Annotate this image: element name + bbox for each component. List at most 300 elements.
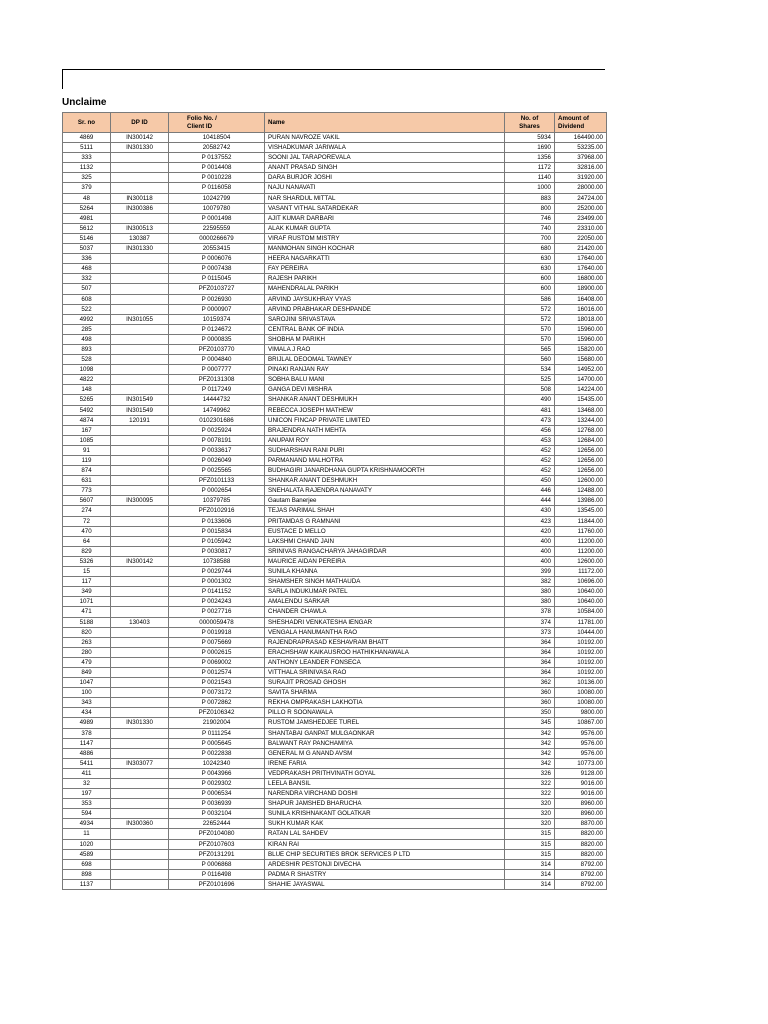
folio-client-id-cell: P 0073172 xyxy=(169,688,265,698)
table-row xyxy=(63,869,607,879)
sr-no-cell: 1085 xyxy=(63,435,111,445)
dp-id-cell xyxy=(111,355,169,365)
sr-no-cell: 1147 xyxy=(63,738,111,748)
amount-cell: 11781.00 xyxy=(555,617,607,627)
sr-no-cell: 5612 xyxy=(63,223,111,233)
sr-no-cell: 332 xyxy=(63,274,111,284)
table-row xyxy=(63,435,607,445)
shares-cell: 373 xyxy=(505,627,555,637)
shares-cell: 570 xyxy=(505,334,555,344)
name-cell: KIRAN RAI xyxy=(265,839,505,849)
sr-no-cell: 148 xyxy=(63,385,111,395)
sr-no-cell: 820 xyxy=(63,627,111,637)
shares-cell: 314 xyxy=(505,879,555,889)
name-cell: REKHA OMPRAKASH LAKHOTIA xyxy=(265,698,505,708)
dp-id-cell xyxy=(111,254,169,264)
shares-cell: 680 xyxy=(505,244,555,254)
sr-no-cell: 5411 xyxy=(63,758,111,768)
sr-no-cell: 1137 xyxy=(63,879,111,889)
amount-cell: 12656.00 xyxy=(555,466,607,476)
folio-client-id-cell: 22652444 xyxy=(169,819,265,829)
dp-id-cell xyxy=(111,456,169,466)
folio-client-id-cell: P 0019918 xyxy=(169,627,265,637)
folio-client-id-cell: P 0117249 xyxy=(169,385,265,395)
dp-id-cell xyxy=(111,577,169,587)
name-cell: VISHADKUMAR JARIWALA xyxy=(265,143,505,153)
table-row xyxy=(63,496,607,506)
dp-id-cell: IN300118 xyxy=(111,193,169,203)
shares-cell: 446 xyxy=(505,486,555,496)
dp-id-cell: 130387 xyxy=(111,233,169,243)
table-row xyxy=(63,789,607,799)
shares-cell: 700 xyxy=(505,233,555,243)
shares-cell: 314 xyxy=(505,869,555,879)
sr-no-cell: 470 xyxy=(63,526,111,536)
folio-client-id-cell: PFZ0101696 xyxy=(169,879,265,889)
dp-id-cell: IN301330 xyxy=(111,244,169,254)
shares-cell: 572 xyxy=(505,314,555,324)
sr-no-cell: 4989 xyxy=(63,718,111,728)
amount-cell: 22050.00 xyxy=(555,233,607,243)
name-cell: VEDPRAKASH PRITHVINATH GOYAL xyxy=(265,768,505,778)
amount-cell: 8820.00 xyxy=(555,839,607,849)
folio-client-id-cell: P 0075669 xyxy=(169,637,265,647)
amount-cell: 28000.00 xyxy=(555,183,607,193)
shares-cell: 746 xyxy=(505,213,555,223)
dp-id-cell xyxy=(111,153,169,163)
table-row xyxy=(63,466,607,476)
folio-client-id-cell: P 0072862 xyxy=(169,698,265,708)
sr-no-cell: 5607 xyxy=(63,496,111,506)
sr-no-cell: 333 xyxy=(63,153,111,163)
dp-id-cell: IN301055 xyxy=(111,314,169,324)
dp-id-cell xyxy=(111,779,169,789)
table-row xyxy=(63,324,607,334)
sr-no-cell: 411 xyxy=(63,768,111,778)
name-cell: SHANKAR ANANT DESHMUKH xyxy=(265,395,505,405)
shares-cell: 1172 xyxy=(505,163,555,173)
table-row xyxy=(63,314,607,324)
sr-no-cell: 1132 xyxy=(63,163,111,173)
sr-no-cell: 5492 xyxy=(63,405,111,415)
dp-id-cell xyxy=(111,839,169,849)
amount-cell: 15820.00 xyxy=(555,344,607,354)
table-row xyxy=(63,718,607,728)
folio-client-id-cell: P 0025565 xyxy=(169,466,265,476)
table-row xyxy=(63,758,607,768)
name-cell: BRAJENDRA NATH MEHTA xyxy=(265,425,505,435)
table-row xyxy=(63,708,607,718)
table-row xyxy=(63,213,607,223)
sr-no-cell: 4992 xyxy=(63,314,111,324)
dp-id-cell xyxy=(111,799,169,809)
name-cell: ARVIND PRABHAKAR DESHPANDE xyxy=(265,304,505,314)
name-cell: MANMOHAN SINGH KOCHAR xyxy=(265,244,505,254)
name-cell: RAJESH PARIKH xyxy=(265,274,505,284)
amount-cell: 10192.00 xyxy=(555,637,607,647)
name-cell: SHOBHA M PARIKH xyxy=(265,334,505,344)
shares-cell: 430 xyxy=(505,506,555,516)
dp-id-cell: IN300142 xyxy=(111,133,169,143)
table-row xyxy=(63,698,607,708)
amount-cell: 37968.00 xyxy=(555,153,607,163)
sr-no-cell: 4886 xyxy=(63,748,111,758)
amount-cell: 11760.00 xyxy=(555,526,607,536)
amount-cell: 10867.00 xyxy=(555,718,607,728)
name-cell: SNEHALATA RAJENDRA NANAVATY xyxy=(265,486,505,496)
table-row xyxy=(63,617,607,627)
folio-client-id-cell: 10242799 xyxy=(169,193,265,203)
name-cell: VASANT VITHAL SATARDEKAR xyxy=(265,203,505,213)
shares-cell: 350 xyxy=(505,708,555,718)
dp-id-cell xyxy=(111,768,169,778)
dp-id-cell xyxy=(111,879,169,889)
amount-cell: 10773.00 xyxy=(555,758,607,768)
amount-cell: 10192.00 xyxy=(555,647,607,657)
folio-client-id-cell: P 0124672 xyxy=(169,324,265,334)
table-row xyxy=(63,688,607,698)
table-row xyxy=(63,223,607,233)
sr-no-cell: 471 xyxy=(63,607,111,617)
dp-id-cell xyxy=(111,284,169,294)
folio-client-id-cell: P 0000835 xyxy=(169,334,265,344)
folio-client-id-cell: PFZ0131308 xyxy=(169,375,265,385)
folio-client-id-cell: P 0006534 xyxy=(169,789,265,799)
sr-no-cell: 349 xyxy=(63,587,111,597)
dp-id-cell xyxy=(111,294,169,304)
table-row xyxy=(63,344,607,354)
table-row xyxy=(63,203,607,213)
dp-id-cell xyxy=(111,183,169,193)
table-row xyxy=(63,365,607,375)
table-row xyxy=(63,506,607,516)
amount-cell: 8870.00 xyxy=(555,819,607,829)
sr-no-cell: 5326 xyxy=(63,556,111,566)
dp-id-cell xyxy=(111,667,169,677)
sr-no-cell: 849 xyxy=(63,667,111,677)
dp-id-cell xyxy=(111,738,169,748)
dp-id-cell: IN301330 xyxy=(111,718,169,728)
folio-client-id-cell: P 0030817 xyxy=(169,546,265,556)
sr-no-cell: 4869 xyxy=(63,133,111,143)
table-row xyxy=(63,577,607,587)
amount-cell: 13244.00 xyxy=(555,415,607,425)
table-row xyxy=(63,809,607,819)
shares-cell: 630 xyxy=(505,264,555,274)
amount-cell: 15960.00 xyxy=(555,334,607,344)
table-row xyxy=(63,859,607,869)
name-cell: PRITAMDAS G RAMNANI xyxy=(265,516,505,526)
dp-id-cell xyxy=(111,163,169,173)
shares-cell: 320 xyxy=(505,799,555,809)
shares-cell: 400 xyxy=(505,536,555,546)
folio-client-id-cell: P 0027716 xyxy=(169,607,265,617)
dp-id-cell xyxy=(111,536,169,546)
name-cell: AMALENDU SARKAR xyxy=(265,597,505,607)
shares-cell: 342 xyxy=(505,758,555,768)
table-row xyxy=(63,244,607,254)
name-cell: GANGA DEVI MISHRA xyxy=(265,385,505,395)
amount-cell: 14224.00 xyxy=(555,385,607,395)
dp-id-cell xyxy=(111,748,169,758)
table-row xyxy=(63,425,607,435)
name-cell: SUNILA KRISHNAKANT GOLATKAR xyxy=(265,809,505,819)
table-row xyxy=(63,274,607,284)
folio-client-id-cell: PFZ0106342 xyxy=(169,708,265,718)
amount-cell: 11200.00 xyxy=(555,546,607,556)
table-row xyxy=(63,516,607,526)
table-row xyxy=(63,284,607,294)
name-cell: SOBHA BALU MANI xyxy=(265,375,505,385)
folio-client-id-cell: P 0078191 xyxy=(169,435,265,445)
table-row xyxy=(63,667,607,677)
table-row xyxy=(63,334,607,344)
folio-client-id-cell: P 0007438 xyxy=(169,264,265,274)
dp-id-cell xyxy=(111,728,169,738)
amount-cell: 16800.00 xyxy=(555,274,607,284)
name-cell: PINAKI RANJAN RAY xyxy=(265,365,505,375)
shares-cell: 320 xyxy=(505,819,555,829)
amount-cell: 10192.00 xyxy=(555,657,607,667)
shares-cell: 740 xyxy=(505,223,555,233)
shares-cell: 382 xyxy=(505,577,555,587)
shares-cell: 364 xyxy=(505,667,555,677)
name-cell: NAR SHARDUL MITTAL xyxy=(265,193,505,203)
shares-cell: 453 xyxy=(505,435,555,445)
dp-id-cell xyxy=(111,334,169,344)
sr-no-cell: 898 xyxy=(63,869,111,879)
sr-no-cell: 698 xyxy=(63,859,111,869)
folio-client-id-cell: 22595559 xyxy=(169,223,265,233)
sr-no-cell: 325 xyxy=(63,173,111,183)
name-cell: LEELA BANSIL xyxy=(265,779,505,789)
dp-id-cell xyxy=(111,344,169,354)
folio-client-id-cell: P 0133606 xyxy=(169,516,265,526)
amount-cell: 23499.00 xyxy=(555,213,607,223)
sr-no-cell: 893 xyxy=(63,344,111,354)
sr-no-cell: 1071 xyxy=(63,597,111,607)
sr-no-cell: 1098 xyxy=(63,365,111,375)
name-cell: ANTHONY LEANDER FONSECA xyxy=(265,657,505,667)
folio-client-id-cell: PFZ0104080 xyxy=(169,829,265,839)
sr-no-cell: 498 xyxy=(63,334,111,344)
dp-id-cell xyxy=(111,809,169,819)
shares-cell: 378 xyxy=(505,607,555,617)
amount-cell: 11172.00 xyxy=(555,567,607,577)
folio-client-id-cell: 20553415 xyxy=(169,244,265,254)
sr-no-cell: 91 xyxy=(63,445,111,455)
column-header-name: Name xyxy=(265,113,505,133)
dp-id-cell xyxy=(111,526,169,536)
dp-id-cell xyxy=(111,597,169,607)
name-cell: HEERA NAGARKATTI xyxy=(265,254,505,264)
folio-client-id-cell: P 0014408 xyxy=(169,163,265,173)
folio-client-id-cell: P 0033617 xyxy=(169,445,265,455)
name-cell: MAURICE AIDAN PEREIRA xyxy=(265,556,505,566)
folio-client-id-cell: 14444732 xyxy=(169,395,265,405)
name-cell: BLUE CHIP SECURITIES BROK SERVICES P LTD xyxy=(265,849,505,859)
name-cell: Gautam Banerjee xyxy=(265,496,505,506)
table-row xyxy=(63,748,607,758)
dp-id-cell xyxy=(111,476,169,486)
folio-client-id-cell: 10159374 xyxy=(169,314,265,324)
name-cell: SHANKAR ANANT DESHMUKH xyxy=(265,476,505,486)
table-row xyxy=(63,799,607,809)
amount-cell: 31920.00 xyxy=(555,173,607,183)
sr-no-cell: 280 xyxy=(63,647,111,657)
folio-client-id-cell: P 0105942 xyxy=(169,536,265,546)
table-row xyxy=(63,647,607,657)
amount-cell: 10192.00 xyxy=(555,667,607,677)
shares-cell: 473 xyxy=(505,415,555,425)
folio-client-id-cell: P 0002615 xyxy=(169,647,265,657)
name-cell: VIRAF RUSTOM MISTRY xyxy=(265,233,505,243)
name-cell: BUDHAGIRI JANARDHANA GUPTA KRISHNAMOORTH xyxy=(265,466,505,476)
folio-client-id-cell: P 0001498 xyxy=(169,213,265,223)
folio-client-id-cell: P 0022838 xyxy=(169,748,265,758)
column-header-dp-id: DP ID xyxy=(111,113,169,133)
dp-id-cell xyxy=(111,567,169,577)
sr-no-cell: 378 xyxy=(63,728,111,738)
dp-id-cell xyxy=(111,486,169,496)
name-cell: PARMANAND MALHOTRA xyxy=(265,456,505,466)
shares-cell: 1140 xyxy=(505,173,555,183)
table-row xyxy=(63,193,607,203)
amount-cell: 8960.00 xyxy=(555,799,607,809)
folio-client-id-cell: 0000059478 xyxy=(169,617,265,627)
folio-client-id-cell: P 0141152 xyxy=(169,587,265,597)
table-row xyxy=(63,143,607,153)
dp-id-cell xyxy=(111,445,169,455)
table-row xyxy=(63,395,607,405)
name-cell: DARA BURJOR JOSHI xyxy=(265,173,505,183)
name-cell: SRINIVAS RANGACHARYA JAHAGIRDAR xyxy=(265,546,505,556)
folio-client-id-cell: P 0004840 xyxy=(169,355,265,365)
amount-cell: 13468.00 xyxy=(555,405,607,415)
shares-cell: 630 xyxy=(505,254,555,264)
shares-cell: 360 xyxy=(505,688,555,698)
folio-client-id-cell: PFZ0103727 xyxy=(169,284,265,294)
shares-cell: 586 xyxy=(505,294,555,304)
name-cell: PURAN NAVROZE VAKIL xyxy=(265,133,505,143)
folio-client-id-cell: 10379785 xyxy=(169,496,265,506)
amount-cell: 24724.00 xyxy=(555,193,607,203)
dp-id-cell: IN301549 xyxy=(111,395,169,405)
amount-cell: 17640.00 xyxy=(555,254,607,264)
sr-no-cell: 167 xyxy=(63,425,111,435)
dp-id-cell xyxy=(111,435,169,445)
amount-cell: 10080.00 xyxy=(555,698,607,708)
folio-client-id-cell: P 0026930 xyxy=(169,294,265,304)
folio-client-id-cell: P 0000907 xyxy=(169,304,265,314)
table-row xyxy=(63,173,607,183)
name-cell: ERACHSHAW KAIKAUSROO HATHIKHANAWALA xyxy=(265,647,505,657)
shares-cell: 342 xyxy=(505,728,555,738)
table-row xyxy=(63,738,607,748)
name-cell: VITTHALA SRINIVASA RAO xyxy=(265,667,505,677)
amount-cell: 10696.00 xyxy=(555,577,607,587)
sr-no-cell: 32 xyxy=(63,779,111,789)
dp-id-cell xyxy=(111,688,169,698)
dp-id-cell: IN300386 xyxy=(111,203,169,213)
dp-id-cell xyxy=(111,789,169,799)
folio-client-id-cell: P 0029302 xyxy=(169,779,265,789)
folio-client-id-cell: P 0025924 xyxy=(169,425,265,435)
amount-cell: 13986.00 xyxy=(555,496,607,506)
amount-cell: 16016.00 xyxy=(555,304,607,314)
folio-client-id-cell: P 0012574 xyxy=(169,667,265,677)
amount-cell: 18900.00 xyxy=(555,284,607,294)
shares-cell: 5934 xyxy=(505,133,555,143)
dp-id-cell: IN300142 xyxy=(111,556,169,566)
sr-no-cell: 874 xyxy=(63,466,111,476)
table-row xyxy=(63,385,607,395)
amount-cell: 10136.00 xyxy=(555,678,607,688)
table-row xyxy=(63,627,607,637)
table-row xyxy=(63,678,607,688)
folio-client-id-cell: P 0006868 xyxy=(169,859,265,869)
table-row xyxy=(63,486,607,496)
shares-cell: 364 xyxy=(505,657,555,667)
shares-cell: 452 xyxy=(505,466,555,476)
name-cell: SUDHARSHAN RANI PURI xyxy=(265,445,505,455)
sr-no-cell: 522 xyxy=(63,304,111,314)
sr-no-cell: 468 xyxy=(63,264,111,274)
name-cell: ARDESHIR PESTONJI DIVECHA xyxy=(265,859,505,869)
sr-no-cell: 773 xyxy=(63,486,111,496)
shares-cell: 800 xyxy=(505,203,555,213)
name-cell: IRENE FARIA xyxy=(265,758,505,768)
dp-id-cell xyxy=(111,678,169,688)
sr-no-cell: 100 xyxy=(63,688,111,698)
folio-client-id-cell: P 0007777 xyxy=(169,365,265,375)
table-row xyxy=(63,546,607,556)
shares-cell: 534 xyxy=(505,365,555,375)
folio-client-id-cell: P 0043966 xyxy=(169,768,265,778)
unclaimed-dividend-table xyxy=(62,112,607,890)
shares-cell: 600 xyxy=(505,284,555,294)
amount-cell: 32816.00 xyxy=(555,163,607,173)
table-row xyxy=(63,254,607,264)
dp-id-cell xyxy=(111,647,169,657)
folio-client-id-cell: P 0001302 xyxy=(169,577,265,587)
sr-no-cell: 274 xyxy=(63,506,111,516)
amount-cell: 9576.00 xyxy=(555,728,607,738)
shares-cell: 322 xyxy=(505,779,555,789)
amount-cell: 8792.00 xyxy=(555,859,607,869)
name-cell: UNICON FINCAP PRIVATE LIMITED xyxy=(265,415,505,425)
amount-cell: 12656.00 xyxy=(555,445,607,455)
header-frame-left-line xyxy=(62,69,63,89)
amount-cell: 12684.00 xyxy=(555,435,607,445)
sr-no-cell: 5037 xyxy=(63,244,111,254)
dp-id-cell xyxy=(111,466,169,476)
folio-client-id-cell: P 0005645 xyxy=(169,738,265,748)
column-header-no-of-shares: No. of Shares xyxy=(505,113,555,133)
dp-id-cell: 120191 xyxy=(111,415,169,425)
shares-cell: 1356 xyxy=(505,153,555,163)
amount-cell: 25200.00 xyxy=(555,203,607,213)
shares-cell: 525 xyxy=(505,375,555,385)
dp-id-cell xyxy=(111,264,169,274)
table-row xyxy=(63,526,607,536)
name-cell: VENGALA HANUMANTHA RAO xyxy=(265,627,505,637)
shares-cell: 450 xyxy=(505,476,555,486)
sr-no-cell: 263 xyxy=(63,637,111,647)
dp-id-cell: IN301330 xyxy=(111,143,169,153)
dp-id-cell xyxy=(111,274,169,284)
shares-cell: 508 xyxy=(505,385,555,395)
